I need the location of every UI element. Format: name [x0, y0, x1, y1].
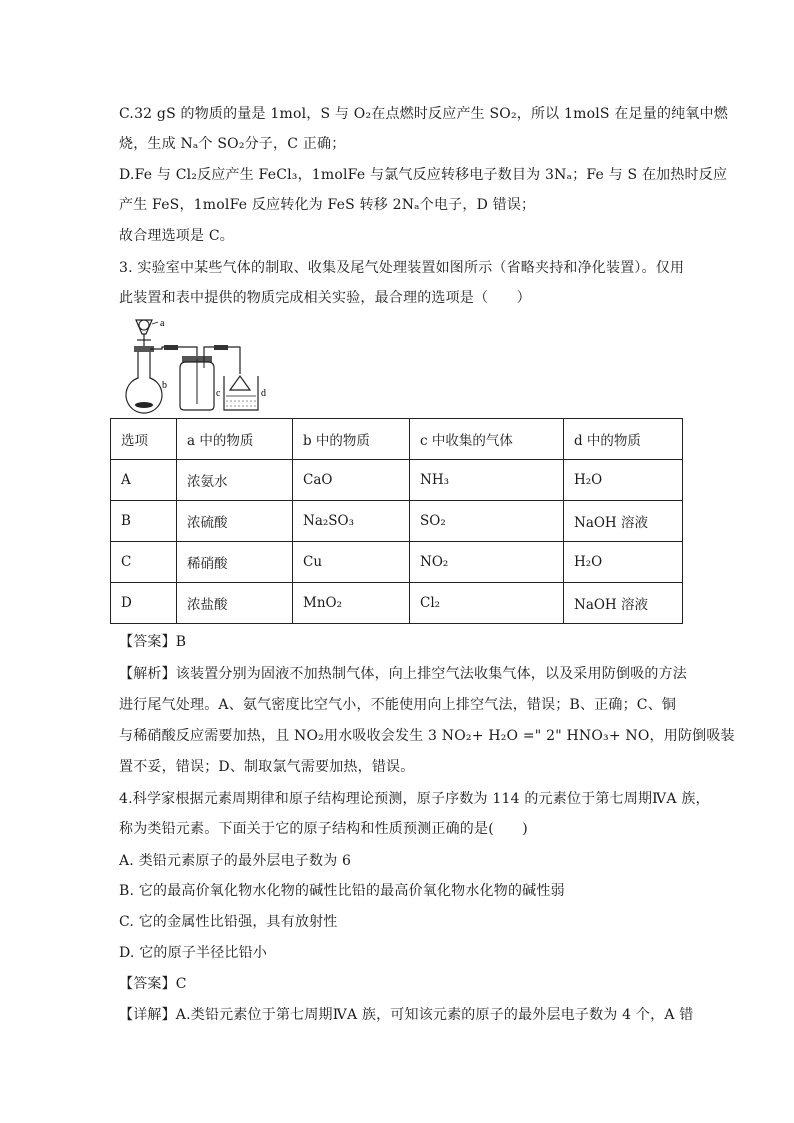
table-cell: 浓硫酸 [177, 501, 293, 542]
table-row [111, 501, 683, 542]
table-cell: Na₂SO₃ [293, 501, 410, 542]
label-b: b [162, 380, 167, 391]
analysis-3-line-4: 置不妥，错误；D、制取氯气需要加热，错误。 [119, 759, 415, 775]
analysis-3-line-3: 与稀硝酸反应需要加热，且 NO₂用水吸收会发生 3 NO₂+ H₂O =" 2" HNO₃+ NO，用防倒吸装 [119, 728, 735, 744]
table-cell: NH₃ [410, 460, 564, 501]
text-line-conclusion: 故合理选项是 C。 [119, 228, 234, 244]
question-3-stem: 3. 实验室中某些气体的制取、收集及尾气处理装置如图所示（省略夹持和净化装置）。仅用 [119, 260, 685, 276]
table-row [111, 583, 683, 624]
table-cell: 稀硝酸 [177, 542, 293, 583]
option-a: A. 类铅元素原子的最外层电子数为 6 [119, 853, 352, 869]
table-cell: CaO [293, 460, 410, 501]
table-cell: H₂O [564, 460, 683, 501]
option-b: B. 它的最高价氧化物水化物的碱性比铅的最高价氧化物水化物的碱性弱 [119, 883, 565, 899]
label-d: d [261, 388, 266, 399]
table-cell: SO₂ [410, 501, 564, 542]
table-cell: C [111, 542, 177, 583]
table-header-cell: 选项 [111, 419, 177, 460]
table-cell: NaOH 溶液 [564, 501, 683, 542]
table-header-row [111, 419, 683, 460]
text-line-d-option: D.Fe 与 Cl₂反应产生 FeCl₃，1molFe 与氯气反应转移电子数目为 3Nₐ；Fe 与 S 在加热时反应 [119, 167, 728, 183]
question-3-stem-cont: 此装置和表中提供的物质完成相关实验，最合理的选项是（ ） [119, 290, 531, 306]
option-d: D. 它的原子半径比铅小 [119, 945, 268, 961]
table-header-cell: c 中收集的气体 [410, 419, 564, 460]
table-row [111, 542, 683, 583]
table-header-cell: d 中的物质 [564, 419, 683, 460]
table-cell: Cu [293, 542, 410, 583]
label-a: a [160, 318, 165, 329]
table-cell: 浓盐酸 [177, 583, 293, 624]
apparatus-diagram [122, 316, 282, 416]
table-cell: MnO₂ [293, 583, 410, 624]
question-4-stem: 4.科学家根据元素周期律和原子结构理论预测，原子序数为 114 的元素位于第七周期ⅣA 族， [119, 791, 710, 807]
options-table [110, 418, 683, 624]
text-line-d-option-cont: 产生 FeS，1molFe 反应转化为 FeS 转移 2Nₐ个电子，D 错误； [119, 197, 536, 213]
option-c: C. 它的金属性比铅强，具有放射性 [119, 914, 338, 930]
table-cell: Cl₂ [410, 583, 564, 624]
question-4-stem-cont: 称为类铅元素。下面关于它的原子结构和性质预测正确的是( ) [119, 821, 528, 837]
table-cell: NaOH 溶液 [564, 583, 683, 624]
table-header-cell: b 中的物质 [293, 419, 410, 460]
table-row [111, 460, 683, 501]
table-cell: A [111, 460, 177, 501]
text-line-c-option: C.32 gS 的物质的量是 1mol，S 与 O₂在点燃时反应产生 SO₂，所以 1molS 在足量的纯氧中燃 [119, 106, 728, 122]
table-cell: 浓氨水 [177, 460, 293, 501]
table-cell: NO₂ [410, 542, 564, 583]
table-cell: D [111, 583, 177, 624]
table-cell: B [111, 501, 177, 542]
label-c: c [216, 388, 221, 399]
text-line-c-option-cont: 烧，生成 Nₐ个 SO₂分子，C 正确； [119, 136, 346, 152]
explanation-4-line-1: 【详解】A.类铅元素位于第七周期ⅣA 族，可知该元素的原子的最外层电子数为 4 个，A 错 [119, 1007, 694, 1023]
answer-4: 【答案】C [119, 976, 187, 992]
analysis-3-line-2: 进行尾气处理。A、氨气密度比空气小，不能使用向上排空气法，错误；B、正确；C、铜 [119, 697, 677, 713]
table-cell: H₂O [564, 542, 683, 583]
analysis-3-line-1: 【解析】该装置分别为固液不加热制气体，向上排空气法收集气体，以及采用防倒吸的方法 [119, 666, 687, 682]
table-header-cell: a 中的物质 [177, 419, 293, 460]
answer-3: 【答案】B [119, 634, 187, 650]
